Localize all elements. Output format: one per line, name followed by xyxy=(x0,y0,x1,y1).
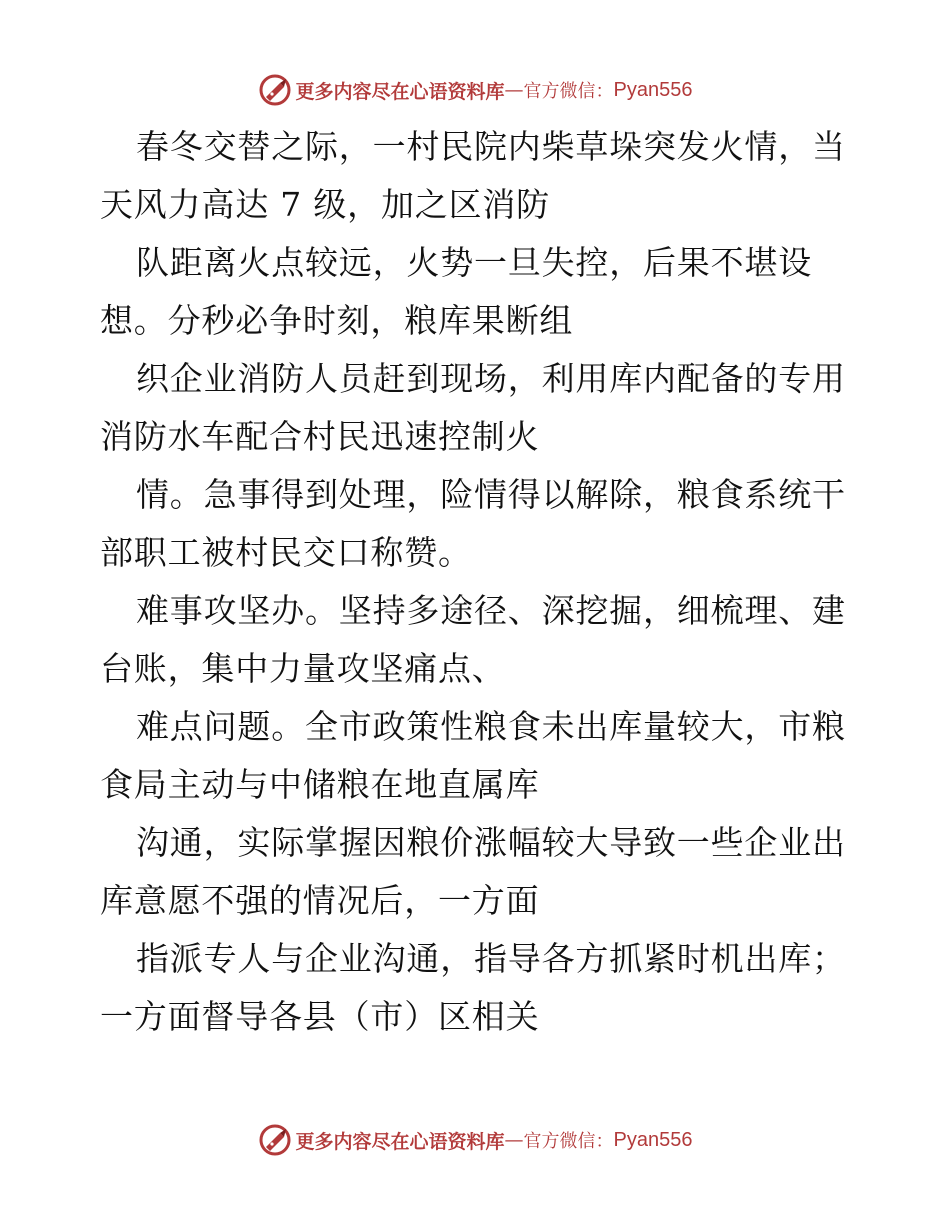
paragraph-2: 队距离火点较远，火势一旦失控，后果不堪设想。分秒必争时刻，粮库果断组 xyxy=(100,243,812,340)
paragraph-3: 织企业消防人员赶到现场，利用库内配备的专用消防水车配合村民迅速控制火 xyxy=(100,359,846,456)
document-body xyxy=(100,118,860,1046)
footer-banner xyxy=(0,1120,950,1160)
paragraph-6: 难点问题。全市政策性粮食未出库量较大，市粮食局主动与中储粮在地直属库 xyxy=(100,707,846,804)
banner-main-text: 更多内容尽在心语资料库 xyxy=(295,80,505,103)
paragraph-8: 指派专人与企业沟通，指导各方抓紧时机出库；一方面督导各县（市）区相关 xyxy=(100,939,846,1036)
header-banner xyxy=(0,70,950,110)
banner-wechat-id: Pyan556 xyxy=(613,78,693,101)
banner-separator: — xyxy=(504,1129,524,1151)
banner-wechat-label: 官方微信： xyxy=(523,1131,614,1152)
paragraph-1: 春冬交替之际，一村民院内柴草垛突发火情，当天风力高达 7 级，加之区消防 xyxy=(100,127,846,224)
banner-separator: — xyxy=(504,79,524,101)
paragraph-4: 情。急事得到处理，险情得以解除，粮食系统干部职工被村民交口称赞。 xyxy=(100,475,846,572)
paragraph-7: 沟通，实际掌握因粮价涨幅较大导致一些企业出库意愿不强的情况后，一方面 xyxy=(100,823,846,920)
paragraph-5: 难事攻坚办。坚持多途径、深挖掘，细梳理、建台账，集中力量攻坚痛点、 xyxy=(100,591,846,688)
banner-wechat-id: Pyan556 xyxy=(613,1128,693,1151)
pen-nib-logo-icon xyxy=(258,73,292,107)
pen-nib-logo-icon xyxy=(258,1123,292,1157)
banner-wechat-label: 官方微信： xyxy=(523,81,614,102)
banner-main-text: 更多内容尽在心语资料库 xyxy=(295,1130,505,1153)
